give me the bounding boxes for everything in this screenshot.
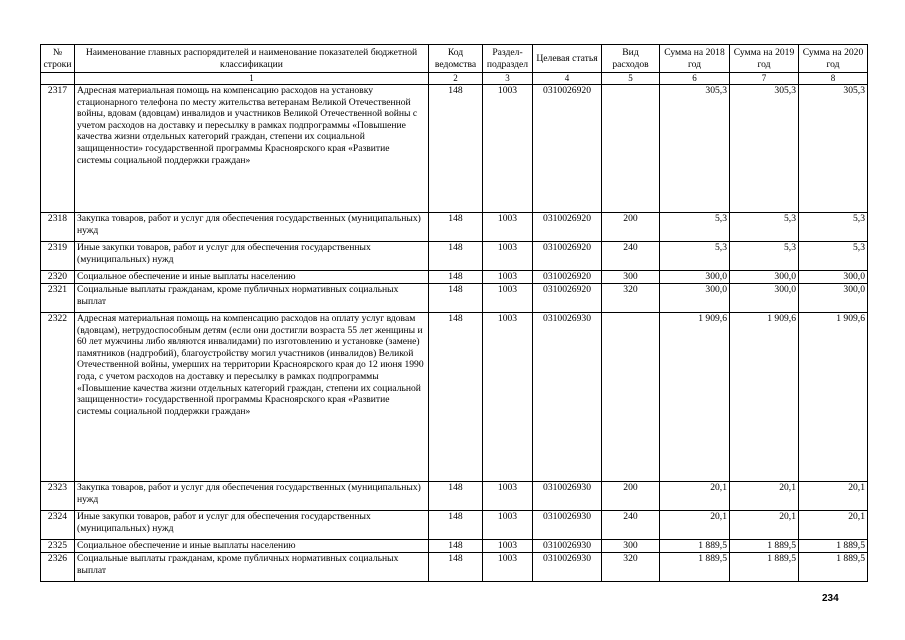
expense-type: 300 — [602, 540, 660, 553]
page-number: 234 — [822, 593, 839, 604]
sum-2020: 5,3 — [799, 213, 868, 242]
row-name: Социальные выплаты гражданам, кроме публичных нормативных социальных выплат — [75, 284, 429, 313]
sum-2019: 300,0 — [730, 284, 799, 313]
expense-type: 320 — [602, 284, 660, 313]
row-name: Социальное обеспечение и иные выплаты населению — [75, 540, 429, 553]
table-row — [41, 284, 868, 313]
section-code: 1003 — [483, 271, 533, 284]
section-code: 1003 — [483, 313, 533, 482]
row-number: 2321 — [41, 284, 75, 313]
dept-code: 148 — [429, 271, 483, 284]
table-row — [41, 511, 868, 540]
sum-2019: 5,3 — [730, 242, 799, 271]
table-row — [41, 213, 868, 242]
section-code: 1003 — [483, 213, 533, 242]
expense-type — [602, 85, 660, 213]
target-code: 0310026920 — [533, 284, 602, 313]
sum-2020: 300,0 — [799, 284, 868, 313]
expense-type: 200 — [602, 213, 660, 242]
sum-2019: 1 889,5 — [730, 553, 799, 582]
table-row — [41, 85, 868, 213]
table-row — [41, 540, 868, 553]
col-header-sum-2018: Сумма на 2018 год — [660, 45, 730, 73]
table-row — [41, 242, 868, 271]
row-name: Иные закупки товаров, работ и услуг для обеспечения государственных (муниципальных) нужд — [75, 242, 429, 271]
col-header-sum-2020: Сумма на 2020 год — [799, 45, 868, 73]
sum-2019: 1 909,6 — [730, 313, 799, 482]
sum-2020: 300,0 — [799, 271, 868, 284]
sum-2018: 5,3 — [660, 213, 730, 242]
row-name: Социальные выплаты гражданам, кроме публичных нормативных социальных выплат — [75, 553, 429, 582]
dept-code: 148 — [429, 213, 483, 242]
col-header-dept-code: Код ведомства — [429, 45, 483, 73]
dept-code: 148 — [429, 242, 483, 271]
dept-code: 148 — [429, 511, 483, 540]
dept-code: 148 — [429, 313, 483, 482]
sum-2019: 20,1 — [730, 482, 799, 511]
row-name: Закупка товаров, работ и услуг для обеспечения государственных (муниципальных) нужд — [75, 213, 429, 242]
row-name: Иные закупки товаров, работ и услуг для обеспечения государственных (муниципальных) нужд — [75, 511, 429, 540]
target-code: 0310026930 — [533, 553, 602, 582]
target-code: 0310026930 — [533, 313, 602, 482]
col-number: 4 — [533, 73, 602, 85]
expense-type: 200 — [602, 482, 660, 511]
dept-code: 148 — [429, 85, 483, 213]
section-code: 1003 — [483, 482, 533, 511]
section-code: 1003 — [483, 540, 533, 553]
col-header-sum-2019: Сумма на 2019 год — [730, 45, 799, 73]
expense-type: 300 — [602, 271, 660, 284]
sum-2018: 300,0 — [660, 271, 730, 284]
sum-2018: 305,3 — [660, 85, 730, 213]
sum-2018: 1 889,5 — [660, 540, 730, 553]
col-number: 2 — [429, 73, 483, 85]
sum-2018: 5,3 — [660, 242, 730, 271]
table-row — [41, 271, 868, 284]
target-code: 0310026920 — [533, 85, 602, 213]
target-code: 0310026930 — [533, 540, 602, 553]
table-row — [41, 553, 868, 582]
target-code: 0310026930 — [533, 482, 602, 511]
sum-2020: 5,3 — [799, 242, 868, 271]
col-number: 1 — [75, 73, 429, 85]
col-number — [41, 73, 75, 85]
sum-2019: 5,3 — [730, 213, 799, 242]
expense-type: 240 — [602, 511, 660, 540]
target-code: 0310026930 — [533, 511, 602, 540]
col-header-expense-type: Вид расходов — [602, 45, 660, 73]
dept-code: 148 — [429, 540, 483, 553]
col-header-name: Наименование главных распорядителей и наименование показателей бюджетной классификации — [75, 45, 429, 73]
expense-type: 240 — [602, 242, 660, 271]
col-number: 6 — [660, 73, 730, 85]
col-number: 5 — [602, 73, 660, 85]
row-number: 2326 — [41, 553, 75, 582]
column-number-row — [41, 73, 868, 85]
sum-2019: 20,1 — [730, 511, 799, 540]
budget-table — [40, 44, 868, 582]
row-number: 2319 — [41, 242, 75, 271]
section-code: 1003 — [483, 85, 533, 213]
table-row — [41, 482, 868, 511]
col-header-row-no: № строки — [41, 45, 75, 73]
sum-2020: 20,1 — [799, 482, 868, 511]
sum-2020: 20,1 — [799, 511, 868, 540]
dept-code: 148 — [429, 482, 483, 511]
sum-2020: 1 889,5 — [799, 540, 868, 553]
col-number: 3 — [483, 73, 533, 85]
col-number: 8 — [799, 73, 868, 85]
row-name: Адресная материальная помощь на компенсацию расходов на установку стационарного телефона по месту жительства ветеранам Великой Отечественной войны, вдовам (вдовцам) инвалидов и участников Великой Отечественной войны с учетом расходов на доставку и пересылку в рамках подпрограммы «Повышение качества жизни отдельных категорий граждан, степени их социальной защищенности» государственной программы Красноярского края «Развитие системы социальной поддержки граждан» — [75, 85, 429, 213]
row-name: Социальное обеспечение и иные выплаты населению — [75, 271, 429, 284]
row-number: 2323 — [41, 482, 75, 511]
sum-2018: 20,1 — [660, 482, 730, 511]
target-code: 0310026920 — [533, 213, 602, 242]
dept-code: 148 — [429, 553, 483, 582]
table-row — [41, 313, 868, 482]
section-code: 1003 — [483, 511, 533, 540]
row-number: 2317 — [41, 85, 75, 213]
sum-2020: 305,3 — [799, 85, 868, 213]
sum-2019: 300,0 — [730, 271, 799, 284]
sum-2020: 1 889,5 — [799, 553, 868, 582]
sum-2019: 1 889,5 — [730, 540, 799, 553]
dept-code: 148 — [429, 284, 483, 313]
row-number: 2324 — [41, 511, 75, 540]
section-code: 1003 — [483, 284, 533, 313]
section-code: 1003 — [483, 553, 533, 582]
row-name: Адресная материальная помощь на компенсацию расходов на оплату услуг вдовам (вдовцам), нетрудоспособным детям (если они достигли возраста 55 лет женщины и 60 лет мужчины либо являются инвалидами) по изготовлению и установке (замене) памятников (надгробий), благоустройству могил участников (инвалидов) Великой Отечественной войны, умерших на территории Красноярского края до 12 июня 1990 года, с учетом расходов на доставку и пересылку в рамках подпрограммы «Повышение качества жизни отдельных категорий граждан, степени их социальной защищенности» государственной программы Красноярского края «Развитие системы социальной поддержки граждан» — [75, 313, 429, 482]
sum-2020: 1 909,6 — [799, 313, 868, 482]
header-row — [41, 45, 868, 73]
sum-2018: 20,1 — [660, 511, 730, 540]
col-header-section: Раздел- подраздел — [483, 45, 533, 73]
row-number: 2320 — [41, 271, 75, 284]
sum-2018: 1 889,5 — [660, 553, 730, 582]
sum-2019: 305,3 — [730, 85, 799, 213]
row-number: 2325 — [41, 540, 75, 553]
row-name: Закупка товаров, работ и услуг для обеспечения государственных (муниципальных) нужд — [75, 482, 429, 511]
row-number: 2322 — [41, 313, 75, 482]
sum-2018: 1 909,6 — [660, 313, 730, 482]
expense-type: 320 — [602, 553, 660, 582]
row-number: 2318 — [41, 213, 75, 242]
col-header-target: Целевая статья — [533, 45, 602, 73]
target-code: 0310026920 — [533, 242, 602, 271]
sum-2018: 300,0 — [660, 284, 730, 313]
target-code: 0310026920 — [533, 271, 602, 284]
expense-type — [602, 313, 660, 482]
col-number: 7 — [730, 73, 799, 85]
section-code: 1003 — [483, 242, 533, 271]
